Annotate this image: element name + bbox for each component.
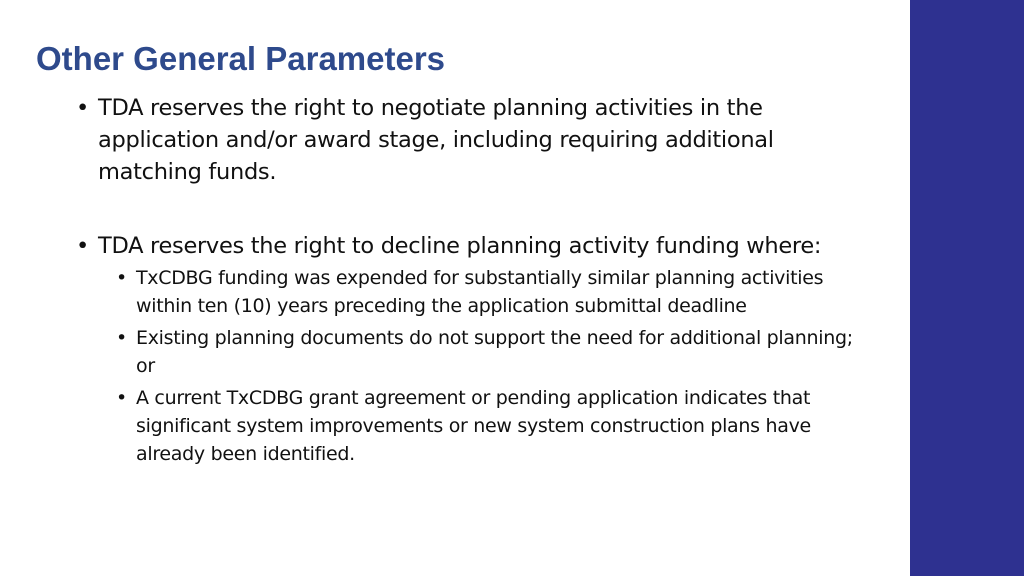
bullet-text: TDA reserves the right to negotiate planning activities in the application and/or award stage, including requiring additional matching funds. (98, 95, 774, 185)
sub-bullet-icon: • (116, 327, 127, 349)
bullet-icon: • (76, 95, 89, 121)
sub-bullet-icon: • (116, 387, 127, 409)
sub-bullet-list (116, 264, 876, 468)
sub-bullet-item (116, 384, 876, 468)
sub-bullet-text: Existing planning documents do not support the need for additional planning; or (136, 327, 853, 377)
sub-bullet-item (116, 264, 876, 320)
sub-bullet-icon: • (116, 267, 127, 289)
bullet-text: TDA reserves the right to decline planning activity funding where: (98, 233, 822, 259)
bullet-icon: • (76, 233, 89, 259)
slide-content (76, 92, 876, 472)
sub-bullet-text: A current TxCDBG grant agreement or pending application indicates that significant system improvements or new system construction plans have already been identified. (136, 387, 811, 465)
sub-bullet-container (116, 264, 876, 468)
side-accent-bar (910, 0, 1024, 576)
sub-bullet-item (116, 324, 876, 380)
bullet-item (76, 230, 876, 468)
slide-title: Other General Parameters (36, 40, 446, 77)
bullet-list (76, 92, 876, 468)
sub-bullet-text: TxCDBG funding was expended for substantially similar planning activities within ten (10) years preceding the application submittal deadline (136, 267, 824, 317)
bullet-item (76, 92, 876, 188)
